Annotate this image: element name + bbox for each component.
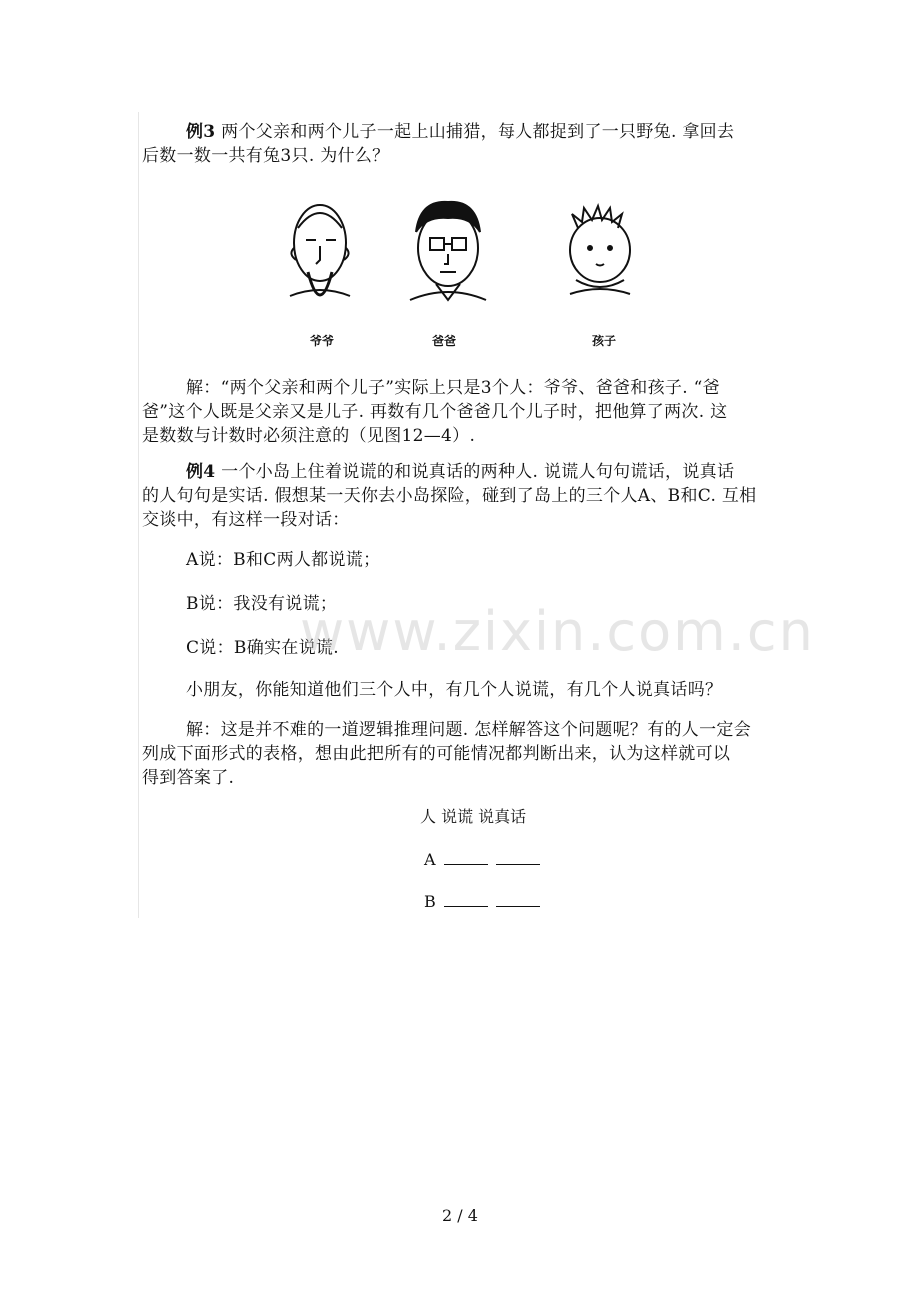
table-row-label: A [424,850,436,869]
example3-paragraph [142,120,782,168]
table-row-label: B [424,892,436,911]
example4-label: 例4 [186,462,216,482]
watermark: www.zixin.com.cn [300,600,815,663]
solution4-line2: 列成下面形式的表格，想由此把所有的可能情况都判断出来，认为这样就可以 [142,744,731,764]
blank-line [496,894,540,907]
caption-child: 孩子 [592,334,617,348]
table-row [424,892,540,911]
solution4-paragraph [142,718,782,790]
solution3-line2: 爸”这个人既是父亲又是儿子. 再数有几个爸爸几个儿子时，把他算了两次. 这 [142,402,728,422]
example3-label: 例3 [186,122,216,142]
dad-face [410,202,486,300]
blank-line [496,852,540,865]
dialog-a: A说：B和C两人都说谎； [186,550,381,570]
child-face [570,206,630,294]
solution4-line1: 解：这是并不难的一道逻辑推理问题. 怎样解答这个问题呢？有的人一定会 [186,720,752,740]
caption-grandpa: 爷爷 [310,334,335,348]
grandpa-face [290,205,350,296]
example4-line2: 的人句句是实话. 假想某一天你去小岛探险，碰到了岛上的三个人A、B和C. 互相 [142,486,757,506]
example4-paragraph [142,460,782,532]
example4-text: 一个小岛上住着说谎的和说真话的两种人. 说谎人句句谎话，说真话 [215,462,735,482]
solution3-line1: 解：“两个父亲和两个儿子”实际上只是3个人：爷爷、爸爸和孩子. “爸 [186,378,720,398]
solution4-line3: 得到答案了. [142,768,235,788]
family-figure [280,188,680,358]
question-text: 小朋友，你能知道他们三个人中，有几个人说谎，有几个人说真话吗？ [186,680,723,700]
faces-illustration [280,188,680,358]
table-header: 人 说谎 说真话 [420,807,527,826]
caption-dad: 爸爸 [432,334,457,348]
dialog-b: B说：我没有说谎； [186,594,338,614]
table-row [424,850,540,869]
blank-line [444,852,488,865]
solution3-paragraph [142,376,782,448]
page-number: 2 / 4 [442,1206,478,1225]
example3-text: 两个父亲和两个儿子一起上山捕猎，每人都捉到了一只野兔. 拿回去 [215,122,735,142]
example4-line3: 交谈中，有这样一段对话： [142,510,350,530]
example3-line2: 后数一数一共有兔3只. 为什么？ [142,146,390,166]
dialog-c: C说：B确实在说谎. [186,638,339,658]
blank-line [444,894,488,907]
solution3-line3: 是数数与计数时必须注意的（见图12—4）. [142,426,476,446]
